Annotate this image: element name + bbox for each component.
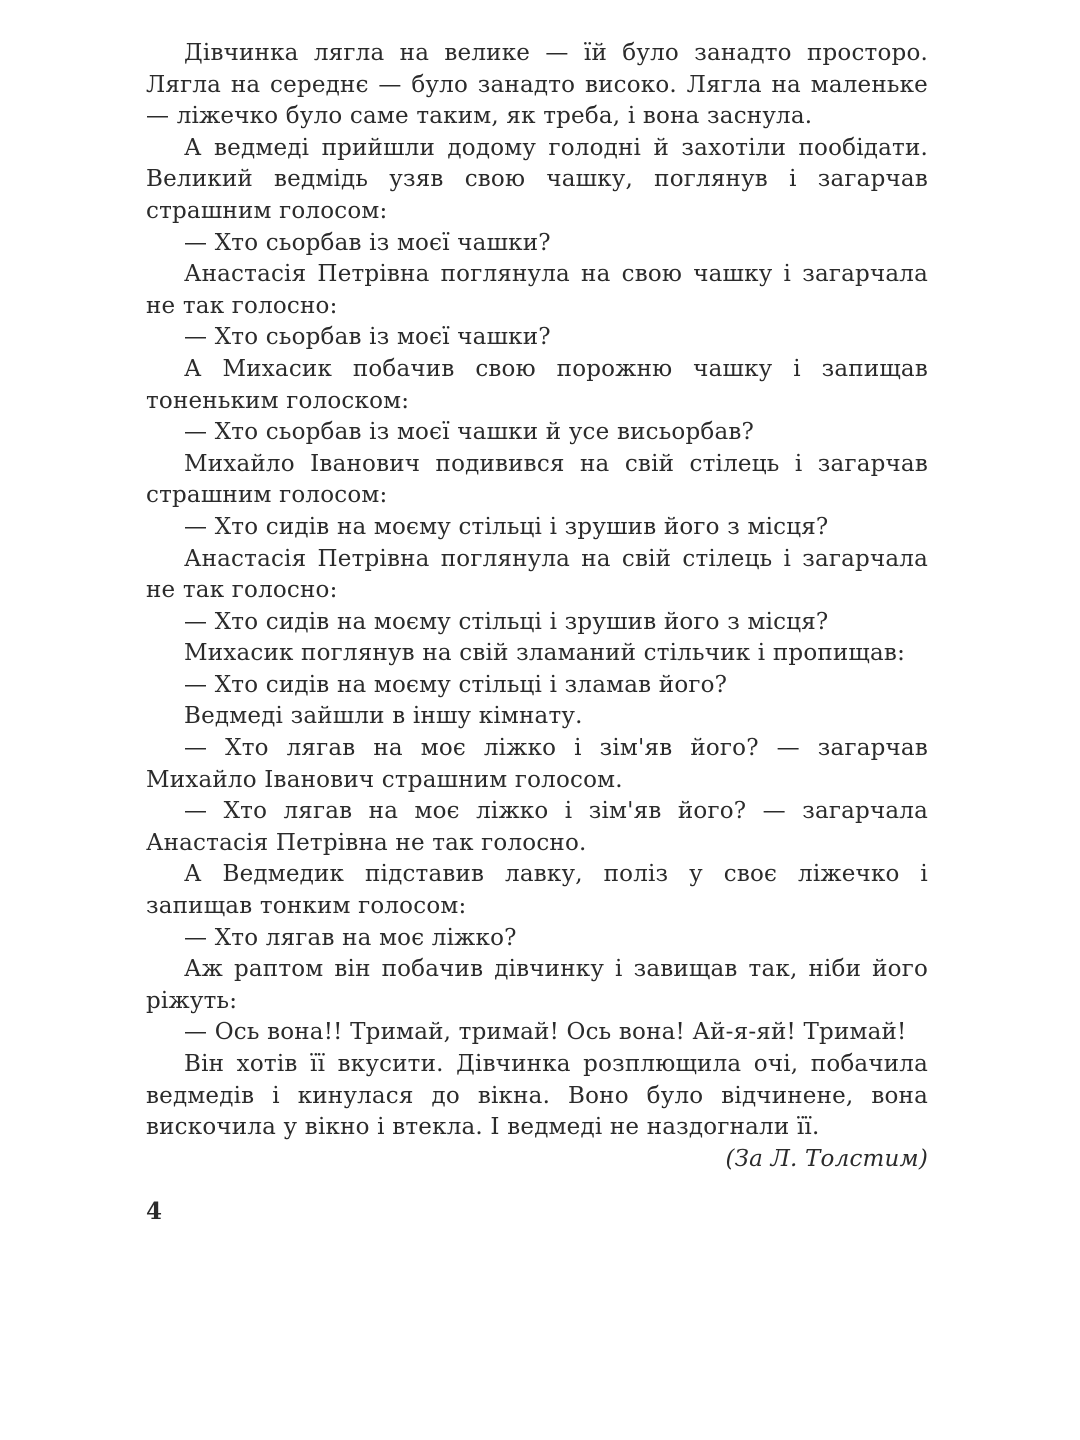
paragraph: — Хто лягав на моє ліжко? bbox=[184, 924, 517, 951]
paragraph: Михасик поглянув на свій зламаний стільчик і пропищав: bbox=[184, 640, 906, 667]
paragraph: Дівчинка лягла на велике — їй було занадто просторо. Лягла на середнє — було занадто високо. Лягла на маленьке — ліжечко було саме таким, як треба, і вона заснула. bbox=[146, 40, 928, 130]
author-attribution: (За Л. Толстим) bbox=[725, 1145, 928, 1172]
paragraph: Аж раптом він побачив дівчинку і завищав так, ніби його ріжуть: bbox=[146, 956, 928, 1014]
story-text bbox=[146, 38, 928, 1175]
paragraph: Анастасія Петрівна поглянула на свій стілець і загарчала не так голосно: bbox=[146, 545, 928, 604]
paragraph: — Хто сидів на моєму стільці і зламав його? bbox=[184, 671, 728, 698]
paragraph: — Хто лягав на моє ліжко і зім'яв його? — загарчав Михайло Іванович страшним голосом. bbox=[146, 735, 928, 793]
paragraph: Михайло Іванович подивився на свій стілець і загарчав страшним голосом: bbox=[146, 450, 928, 509]
paragraph: Він хотів її вкусити. Дівчинка розплющила очі, побачила ведмедів і кинулася до вікна. Воно було відчинене, вона вискочила у вікно і втекла. І ведмеді не наздогнали її. bbox=[146, 1051, 928, 1141]
page-number: 4 bbox=[146, 1198, 163, 1225]
paragraph: — Хто сьорбав із моєї чашки й усе висьорбав? bbox=[184, 419, 755, 446]
paragraph: А Михасик побачив свою порожню чашку і запищав тоненьким голоском: bbox=[146, 355, 928, 414]
paragraph: — Хто сьорбав із моєї чашки? bbox=[184, 324, 551, 351]
paragraph: — Хто сьорбав із моєї чашки? bbox=[184, 229, 551, 256]
paragraph: А Ведмедик підставив лавку, поліз у своє ліжечко і запищав тонким голосом: bbox=[146, 861, 928, 920]
paragraph: — Хто лягав на моє ліжко і зім'яв його? — загарчала Анастасія Петрівна не так голосно. bbox=[146, 798, 928, 856]
paragraph: — Ось вона!! Тримай, тримай! Ось вона! Ай-я-яй! Тримай! bbox=[184, 1019, 907, 1046]
paragraph: — Хто сидів на моєму стільці і зрушив його з місця? bbox=[184, 608, 829, 635]
paragraph: — Хто сидів на моєму стільці і зрушив його з місця? bbox=[184, 513, 829, 540]
paragraph: Ведмеді зайшли в іншу кімнату. bbox=[184, 703, 583, 730]
paragraph: А ведмеді прийшли додому голодні й захотіли пообідати. Великий ведмідь узяв свою чашку, поглянув і загарчав страшним голосом: bbox=[146, 134, 928, 224]
paragraph: Анастасія Петрівна поглянула на свою чашку і загарчала не так голосно: bbox=[146, 261, 928, 319]
